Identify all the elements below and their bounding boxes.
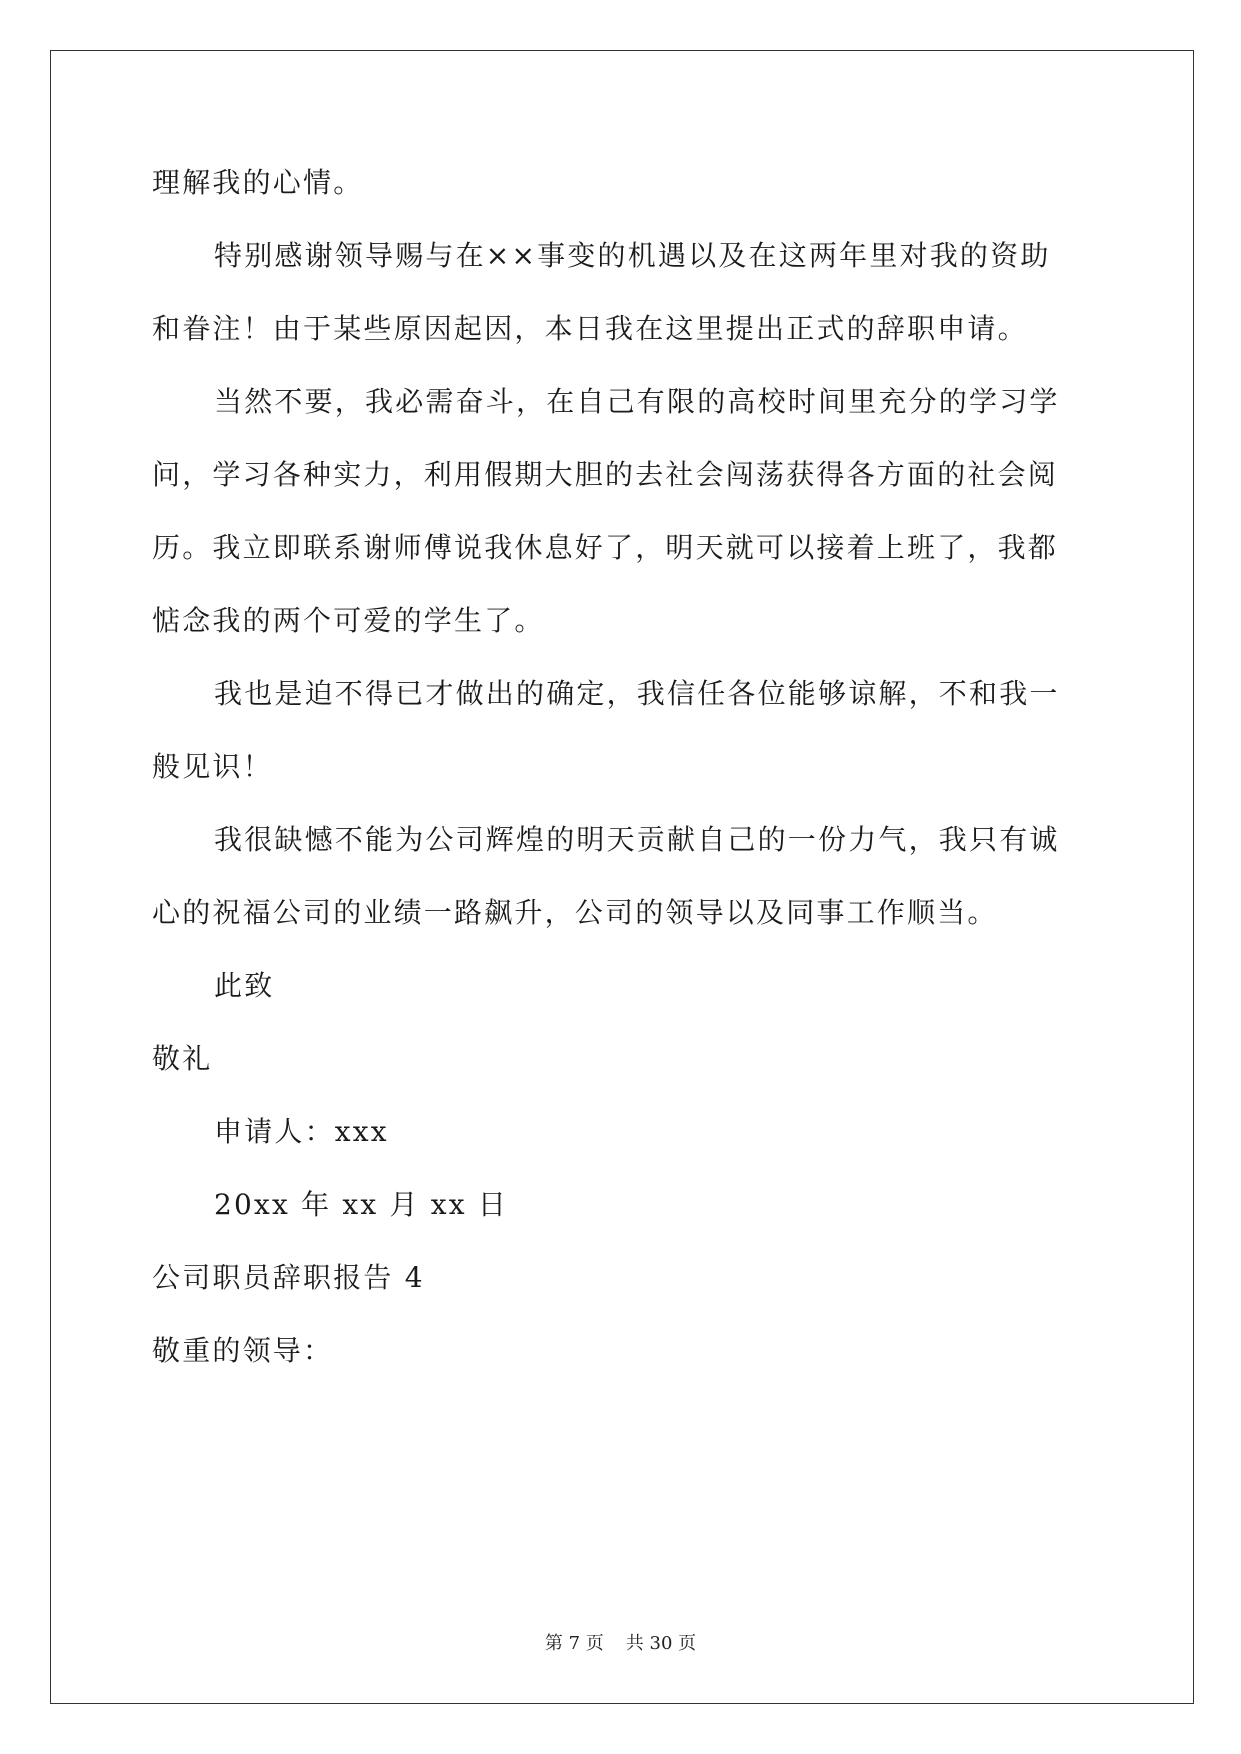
text-line: 敬重的领导：: [152, 1334, 334, 1367]
text-line: 理解我的心情。: [152, 166, 364, 199]
text-line: 此致: [214, 969, 275, 1002]
text-line: 特别感谢领导赐与在××事变的机遇以及在这两年里对我的资助: [214, 239, 1051, 272]
text-line: 惦念我的两个可爱的学生了。: [152, 604, 545, 637]
page-footer: [0, 1632, 1241, 1656]
text-line: 心的祝福公司的业绩一路飙升，公司的领导以及同事工作顺当。: [152, 896, 998, 929]
text-line: 我很缺憾不能为公司辉煌的明天贡献自己的一份力气，我只有诚: [214, 823, 1060, 856]
text-line: 般见识！: [152, 750, 273, 783]
text-line: 当然不要，我必需奋斗，在自己有限的高校时间里充分的学习学: [214, 385, 1060, 418]
page-number: 第 7 页: [544, 1633, 604, 1654]
text-line: 历。我立即联系谢师傅说我休息好了，明天就可以接着上班了，我都: [152, 531, 1059, 564]
text-line: 申请人：xxx: [214, 1115, 389, 1148]
text-line: 问，学习各种实力，利用假期大胆的去社会闯荡获得各方面的社会阅: [152, 458, 1059, 491]
page-border: [50, 50, 1194, 1704]
text-line: 公司职员辞职报告 4: [152, 1261, 425, 1294]
text-line: 我也是迫不得已才做出的确定，我信任各位能够谅解，不和我一: [214, 677, 1060, 710]
text-line: 敬礼: [152, 1042, 213, 1075]
text-line: 和眷注！由于某些原因起因，本日我在这里提出正式的辞职申请。: [152, 312, 1028, 345]
page-total: 共 30 页: [625, 1633, 697, 1654]
text-line: 20xx 年 xx 月 xx 日: [214, 1188, 509, 1221]
